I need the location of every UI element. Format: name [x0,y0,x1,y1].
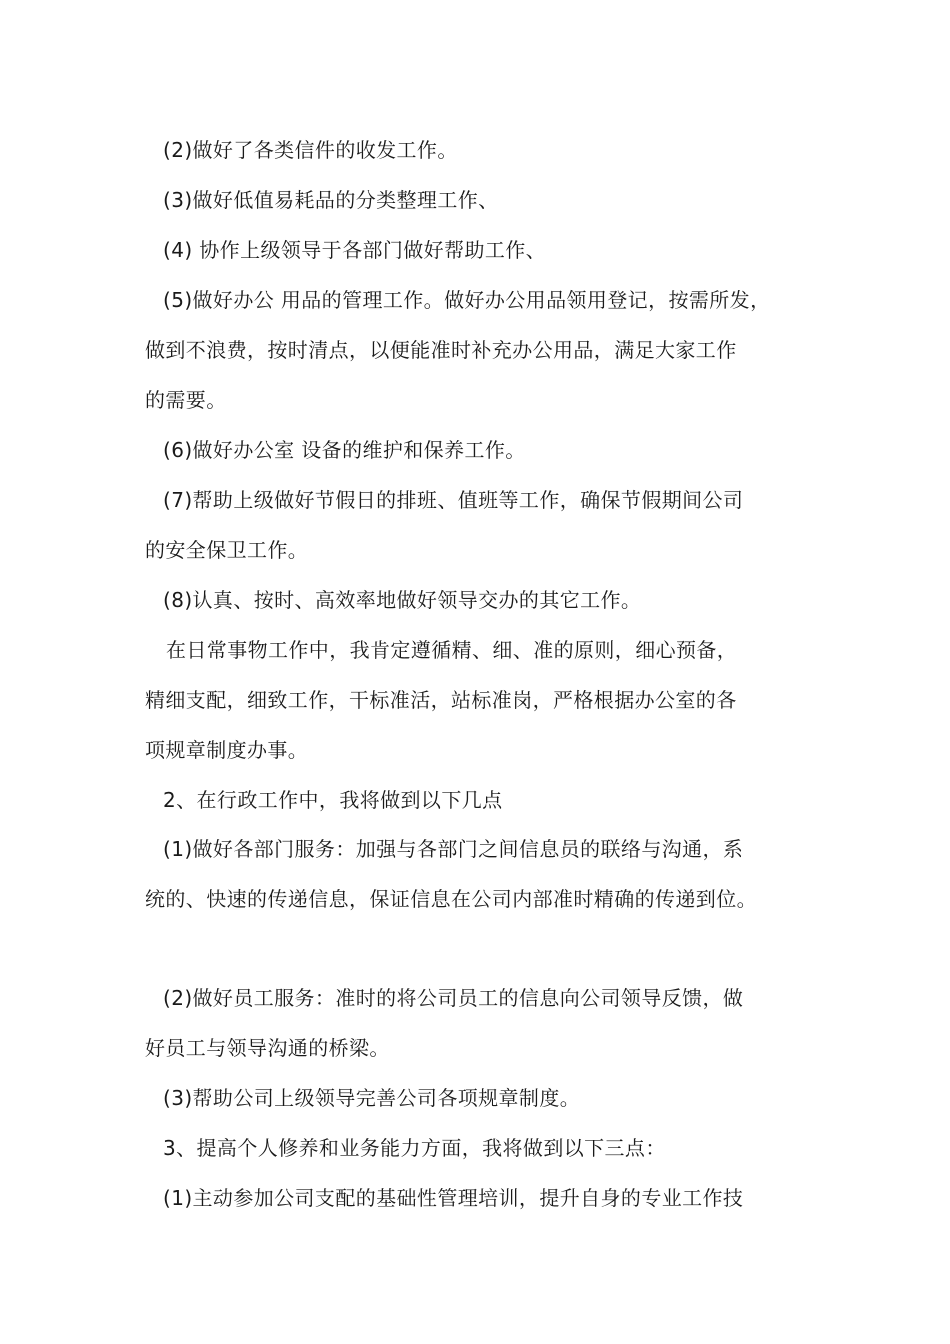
text-line: (8)认真、按时、高效率地做好领导交办的其它工作。 [163,588,642,612]
text-line: 2、在行政工作中，我将做到以下几点 [163,788,503,812]
text-line: 做到不浪费，按时清点，以便能准时补充办公用品，满足大家工作 [145,338,737,362]
text-line: (2)做好员工服务：准时的将公司员工的信息向公司领导反馈，做 [163,986,744,1010]
text-line: 好员工与领导沟通的桥梁。 [145,1036,390,1060]
text-line: 3、提高个人修养和业务能力方面，我将做到以下三点： [163,1136,666,1160]
text-line: (1)主动参加公司支配的基础性管理培训，提升自身的专业工作技 [163,1186,744,1210]
text-line: 统的、快速的传递信息，保证信息在公司内部准时精确的传递到位。 [145,887,757,911]
text-line: 在日常事物工作中，我肯定遵循精、细、准的原则，细心预备， [166,638,738,662]
text-line: (7)帮助上级做好节假日的排班、值班等工作，确保节假期间公司 [163,488,744,512]
text-line: (3)帮助公司上级领导完善公司各项规章制度。 [163,1086,581,1110]
text-line: (1)做好各部门服务：加强与各部门之间信息员的联络与沟通，系 [163,837,744,861]
text-line: 的需要。 [145,388,227,412]
text-line: 的安全保卫工作。 [145,538,309,562]
text-line: (6)做好办公室 设备的维护和保养工作。 [163,438,526,462]
text-line: 项规章制度办事。 [145,738,309,762]
text-line: (5)做好办公 用品的管理工作。做好办公用品领用登记，按需所发， [163,288,771,312]
text-line: 精细支配，细致工作，干标准活，站标准岗，严格根据办公室的各 [145,688,737,712]
text-line: (3)做好低值易耗品的分类整理工作、 [163,188,499,212]
text-line: (2)做好了各类信件的收发工作。 [163,138,458,162]
text-line: (4) 协作上级领导于各部门做好帮助工作、 [163,238,547,262]
